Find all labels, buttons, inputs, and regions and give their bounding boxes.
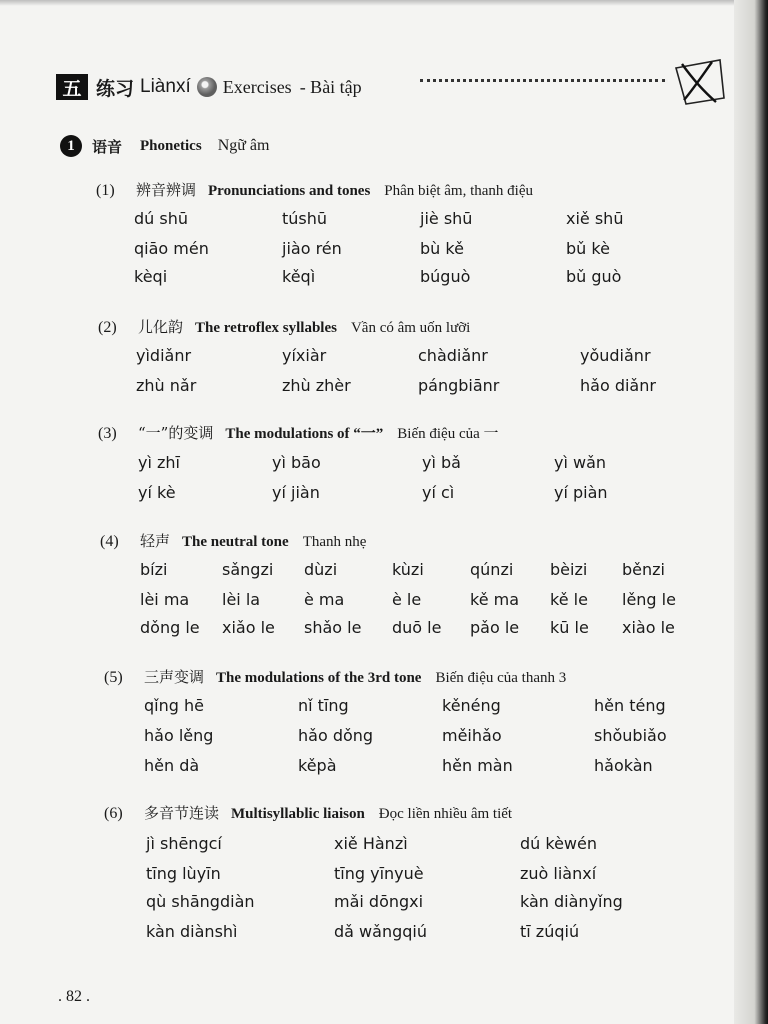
exercise-header — [56, 70, 362, 104]
subsection-title-zh: “一”的变调 — [138, 424, 214, 442]
pinyin-item: xiě shū — [566, 209, 624, 228]
pinyin-item: zuò liànxí — [520, 864, 597, 883]
pinyin-item: dǎ wǎngqiú — [334, 922, 427, 941]
subsection-title-en: Multisyllablic liaison — [231, 806, 365, 822]
pinyin-item: pǎo le — [470, 618, 520, 637]
pinyin-item: yí kè — [138, 483, 176, 502]
subsection-title-zh: 三声变调 — [144, 668, 205, 686]
page-binding-edge — [734, 0, 768, 1024]
pinyin-item: dú shū — [134, 209, 188, 228]
pinyin-item: yí cì — [422, 483, 455, 502]
header-title-pinyin: Liànxí — [140, 76, 191, 97]
subsection-title-en: The modulations of “一” — [225, 426, 384, 442]
page-top-edge — [0, 0, 768, 6]
pinyin-item: qúnzi — [470, 560, 514, 579]
subsection-number: (1) — [96, 182, 115, 199]
pinyin-item: kū le — [550, 618, 589, 637]
pinyin-item: búguò — [420, 267, 471, 286]
pinyin-item: qiāo mén — [134, 239, 209, 258]
subsection-title-en: The neutral tone — [182, 534, 289, 550]
pinyin-item: kàn diànyǐng — [520, 892, 623, 911]
header-title-zh: 练习 — [96, 77, 135, 100]
pinyin-item: è ma — [304, 590, 345, 609]
pinyin-item: bǔ guò — [566, 267, 622, 286]
phonetics-section-title — [60, 135, 269, 157]
pinyin-item: chàdiǎnr — [418, 346, 488, 365]
pinyin-item: kàn diànshì — [146, 922, 238, 941]
pinyin-item: kěqì — [282, 267, 316, 286]
pinyin-item: tī zúqiú — [520, 922, 580, 941]
section-number: 1 — [60, 135, 82, 157]
subsection-title-zh: 辨音辨调 — [136, 181, 197, 199]
pinyin-item: yí jiàn — [272, 483, 320, 502]
pinyin-item: kě le — [550, 590, 588, 609]
pinyin-item: měihǎo — [442, 726, 502, 745]
pinyin-item: kě ma — [470, 590, 520, 609]
pinyin-item: dùzi — [304, 560, 338, 579]
pinyin-item: hǎokàn — [594, 756, 653, 775]
subsection-title-zh: 儿化韵 — [138, 318, 184, 336]
disc-icon — [197, 77, 217, 97]
header-title-en: Exercises — [222, 76, 292, 97]
header-title-vn: - Bài tập — [299, 76, 362, 97]
subsection-heading — [98, 316, 470, 337]
pinyin-item: yì bāo — [272, 453, 321, 472]
pinyin-item: bǔ kè — [566, 239, 610, 258]
subsection-heading — [96, 179, 533, 200]
dotted-leader — [420, 79, 665, 82]
page-number: . 82 . — [58, 988, 90, 1005]
subsection-number: (3) — [98, 425, 117, 442]
pinyin-item: tīng lùyīn — [146, 864, 221, 883]
subsection-title-vn: Biến điệu của thanh 3 — [435, 670, 567, 686]
pinyin-item: bèizi — [550, 560, 588, 579]
pinyin-item: yìdiǎnr — [136, 346, 192, 365]
handwritten-x-mark-icon — [672, 56, 726, 106]
section-title-en: Phonetics — [140, 137, 202, 154]
section-title-vn: Ngữ âm — [217, 137, 270, 154]
pinyin-item: bù kě — [420, 239, 464, 258]
subsection-title-vn: Thanh nhẹ — [302, 534, 367, 550]
subsection-heading — [98, 422, 499, 443]
pinyin-item: qǐng hē — [144, 696, 204, 715]
pinyin-item: xiǎo le — [222, 618, 275, 637]
pinyin-item: yì wǎn — [554, 453, 607, 472]
pinyin-item: shǒubiǎo — [594, 726, 667, 745]
subsection-title-en: The retroflex syllables — [195, 320, 337, 336]
subsection-heading — [104, 802, 512, 823]
pinyin-item: hěn dà — [144, 756, 200, 775]
subsection-title-vn: Vần có âm uốn lưỡi — [350, 320, 471, 336]
pinyin-item: lèi la — [222, 590, 261, 609]
pinyin-item: mǎi dōngxi — [334, 892, 424, 911]
pinyin-item: jiào rén — [282, 239, 342, 258]
subsection-heading — [100, 530, 366, 551]
pinyin-item: dǒng le — [140, 618, 200, 637]
pinyin-item: hǎo lěng — [144, 726, 214, 745]
subsection-title-vn: Phân biệt âm, thanh điệu — [384, 183, 533, 199]
pinyin-item: yì zhī — [138, 453, 180, 472]
pinyin-item: hěn màn — [442, 756, 513, 775]
subsection-title-en: The modulations of the 3rd tone — [216, 670, 422, 686]
subsection-number: (4) — [100, 533, 119, 550]
pinyin-item: yí piàn — [554, 483, 608, 502]
pinyin-item: tīng yīnyuè — [334, 864, 424, 883]
pinyin-item: lěng le — [622, 590, 676, 609]
subsection-number: (6) — [104, 805, 123, 822]
subsection-number: (2) — [98, 319, 117, 336]
pinyin-item: yǒudiǎnr — [580, 346, 651, 365]
subsection-title-vn: Đọc liền nhiều âm tiết — [378, 806, 513, 822]
subsection-title-zh: 轻声 — [140, 532, 171, 550]
pinyin-item: běnzi — [622, 560, 665, 579]
section-badge: 五 — [56, 74, 88, 100]
pinyin-item: jiè shū — [420, 209, 473, 228]
pinyin-item: zhù zhèr — [282, 376, 351, 395]
section-title-zh: 语音 — [92, 137, 123, 156]
pinyin-item: jì shēngcí — [146, 834, 222, 853]
subsection-heading — [104, 666, 566, 687]
pinyin-item: yíxiàr — [282, 346, 327, 365]
subsection-title-vn: Biến điệu của 一 — [397, 426, 499, 442]
pinyin-item: kěpà — [298, 756, 337, 775]
subsection-number: (5) — [104, 669, 123, 686]
pinyin-item: yì bǎ — [422, 453, 461, 472]
pinyin-item: túshū — [282, 209, 328, 228]
pinyin-item: hěn téng — [594, 696, 666, 715]
pinyin-item: hǎo dǒng — [298, 726, 374, 745]
pinyin-item: nǐ tīng — [298, 696, 349, 715]
subsection-title-en: Pronunciations and tones — [208, 183, 371, 199]
pinyin-item: xiě Hànzì — [334, 834, 408, 853]
pinyin-item: qù shāngdiàn — [146, 892, 255, 911]
pinyin-item: dú kèwén — [520, 834, 597, 853]
pinyin-item: sǎngzi — [222, 560, 274, 579]
pinyin-item: bízi — [140, 560, 168, 579]
pinyin-item: zhù nǎr — [136, 376, 197, 395]
pinyin-item: kěnéng — [442, 696, 501, 715]
pinyin-item: duō le — [392, 618, 442, 637]
subsection-title-zh: 多音节连读 — [144, 804, 220, 822]
pinyin-item: kùzi — [392, 560, 424, 579]
pinyin-item: pángbiānr — [418, 376, 500, 395]
pinyin-item: shǎo le — [304, 618, 362, 637]
pinyin-item: xiào le — [622, 618, 675, 637]
pinyin-item: lèi ma — [140, 590, 190, 609]
pinyin-item: hǎo diǎnr — [580, 376, 656, 395]
pinyin-item: kèqi — [134, 267, 168, 286]
pinyin-item: è le — [392, 590, 422, 609]
